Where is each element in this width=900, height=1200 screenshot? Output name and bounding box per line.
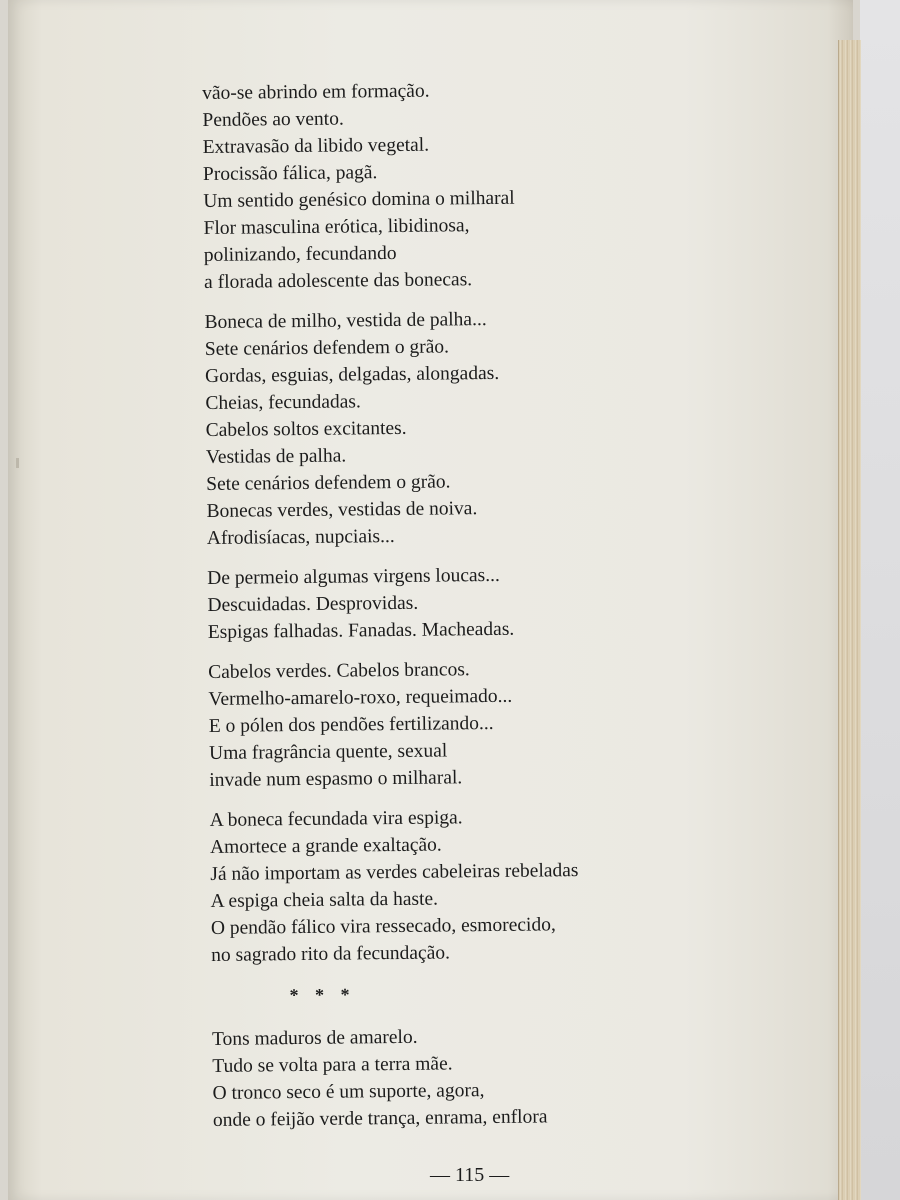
background-surface	[860, 0, 900, 1200]
poem-line: Gordas, esguias, delgadas, alongadas.	[204, 362, 500, 387]
poem-line: vão-se abrindo em formação.	[202, 80, 430, 104]
poem-line: Flor masculina erótica, libidinosa,	[203, 215, 470, 239]
poem-line: Afrodisíacas, nupciais...	[206, 526, 395, 549]
poem-line: Uma fragrância quente, sexual	[208, 740, 448, 764]
poem-line: Tudo se volta para a terra mãe.	[212, 1053, 453, 1077]
poem-line: a florada adolescente das bonecas.	[204, 269, 473, 293]
poem-line: E o pólen dos pendões fertilizando...	[208, 712, 494, 737]
poem-line: Boneca de milho, vestida de palha...	[204, 309, 487, 333]
poem-line: Vermelho-amarelo-roxo, requeimado...	[208, 685, 513, 710]
stanza-final	[212, 1020, 813, 1134]
stanza-1	[202, 74, 804, 296]
stanza-4	[208, 653, 809, 794]
stanza-2	[204, 303, 807, 552]
poem-line: De permeio algumas virgens loucas...	[207, 564, 500, 589]
poem-line: A boneca fecundada vira espiga.	[209, 807, 463, 831]
poem-line: O pendão fálico vira ressecado, esmorecido,	[210, 914, 556, 939]
poem-line: A espiga cheia salta da haste.	[210, 888, 439, 912]
poem-line: Cheias, fecundadas.	[205, 391, 361, 414]
poem-line: Já não importam as verdes cabeleiras rebeladas	[210, 860, 579, 885]
poem-line: Bonecas verdes, vestidas de noiva.	[206, 498, 478, 522]
poem-line: Espigas falhadas. Fanadas. Macheadas.	[207, 618, 515, 643]
poem-line: invade num espasmo o milharal.	[209, 767, 463, 791]
stanza-5	[210, 801, 812, 969]
poem-line: Descuidadas. Desprovidas.	[207, 592, 419, 616]
page-edge-mark	[16, 458, 19, 468]
poem-line: Tons maduros de amarelo.	[211, 1026, 418, 1050]
poem-line: Pendões ao vento.	[202, 108, 344, 131]
page-number: — 115 —	[430, 1164, 510, 1186]
stanza-3	[207, 559, 808, 646]
poem-line: Sete cenários defendem o grão.	[204, 336, 450, 360]
poem-line: Um sentido genésico domina o milharal	[203, 187, 515, 212]
poem-line: Sete cenários defendem o grão.	[206, 471, 451, 495]
poem-line: no sagrado rito da fecundação.	[211, 942, 451, 966]
poem-line: polinizando, fecundando	[203, 242, 397, 266]
section-divider: * * *	[289, 984, 356, 1006]
poem-line: Cabelos soltos excitantes.	[205, 417, 407, 441]
poem-line: Vestidas de palha.	[205, 445, 347, 468]
page-stack-edge	[838, 40, 861, 1200]
poem-line: O tronco seco é um suporte, agora,	[212, 1080, 485, 1104]
poem-body	[202, 74, 813, 1147]
poem-line: Extravasão da libido vegetal.	[202, 134, 430, 158]
poem-line: Amortece a grande exaltação.	[209, 834, 442, 858]
poem-line: Cabelos verdes. Cabelos brancos.	[208, 659, 470, 683]
poem-line: Procissão fálica, pagã.	[202, 162, 378, 185]
poem-line: onde o feijão verde trança, enrama, enflora	[212, 1106, 548, 1131]
